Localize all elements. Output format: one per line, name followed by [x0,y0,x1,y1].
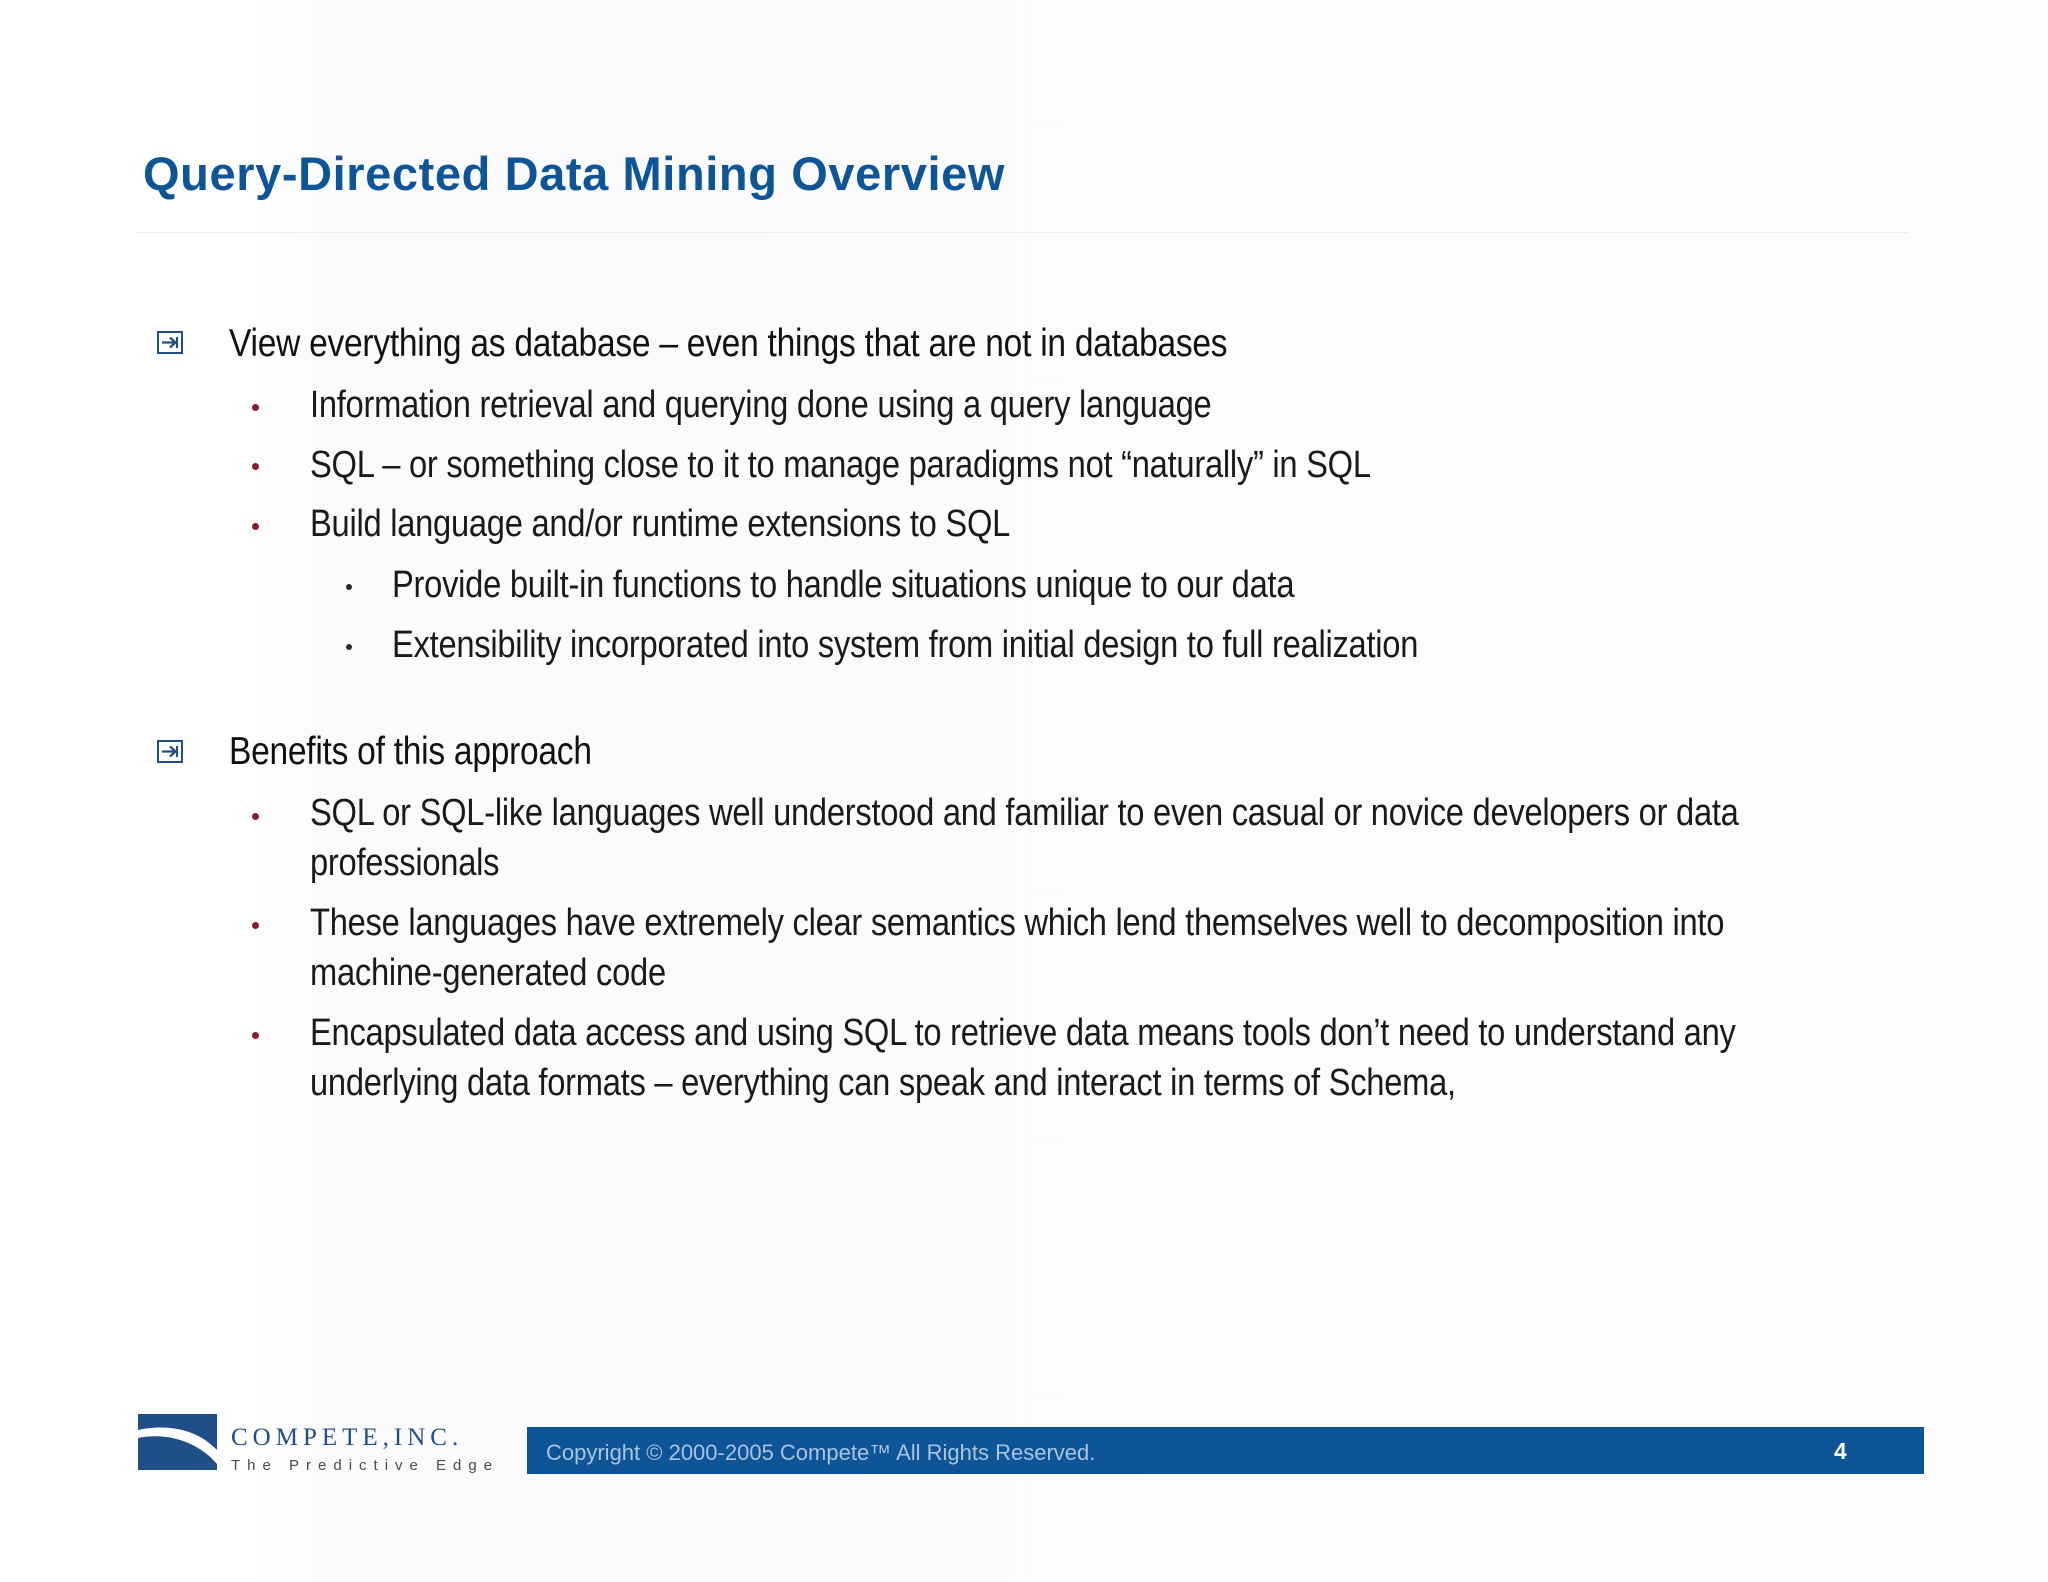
logo-tagline: The Predictive Edge [231,1457,500,1474]
bullet-dot [252,404,259,411]
page-number: 4 [1834,1438,1847,1464]
list-item-line: SQL or SQL-like languages well understood and familiar to even casual or novice developers or data [310,792,1739,834]
arrow-box-icon [157,740,183,763]
copyright-text: Copyright © 2000-2005 Compete™ All Rights Reserved. [546,1440,1096,1465]
list-item-line: underlying data formats – everything can speak and interact in terms of Schema, [310,1062,1456,1104]
list-item-line: machine-generated code [310,952,666,994]
list-item: Information retrieval and querying done using a query language [310,384,1212,426]
bullet-dot [252,813,259,820]
section-heading: Benefits of this approach [229,730,592,773]
list-item: Build language and/or runtime extensions to SQL [310,503,1011,545]
arrow-box-icon [157,331,183,354]
bullet-dot [252,463,259,470]
bullet-dot [252,523,259,530]
list-item-line: Encapsulated data access and using SQL to retrieve data means tools don’t need to understand any [310,1012,1736,1054]
title-divider [136,232,1908,233]
section-heading: View everything as database – even things that are not in databases [229,322,1228,365]
bullet-dot [252,922,259,929]
sub-bullet-dot [346,584,352,590]
list-item: SQL – or something close to it to manage paradigms not “naturally” in SQL [310,444,1371,486]
bullet-dot [252,1032,259,1039]
slide-title: Query-Directed Data Mining Overview [143,147,1006,200]
sub-list-item: Provide built-in functions to handle situations unique to our data [392,564,1295,606]
list-item-line: professionals [310,842,500,884]
logo-wordmark: COMPETE,INC. [231,1424,464,1451]
sub-bullet-dot [346,644,352,650]
sub-list-item: Extensibility incorporated into system from initial design to full realization [392,624,1419,666]
list-item-line: These languages have extremely clear semantics which lend themselves well to decomposition into [310,902,1725,944]
